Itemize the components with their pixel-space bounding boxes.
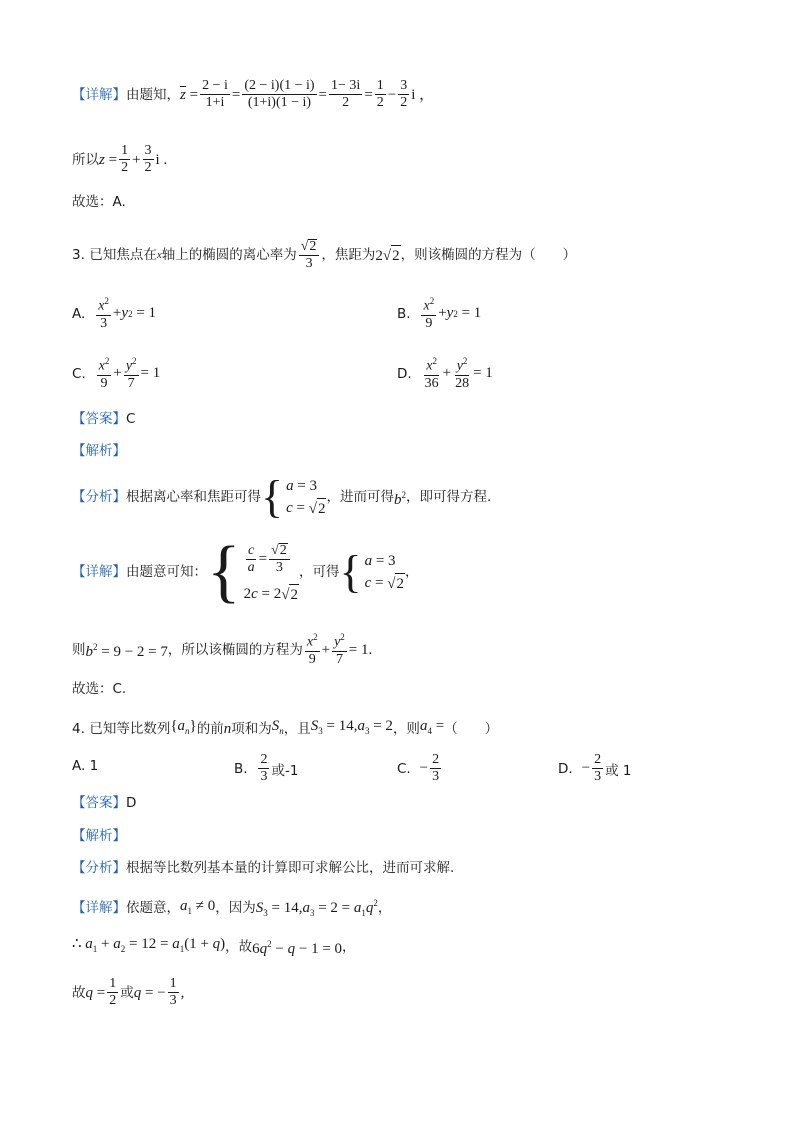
question-text: n [223, 720, 232, 737]
option-formula: $\frac{x^2}{3}$ + y 2 = 1 [98, 296, 157, 331]
question-text: ，且 [283, 720, 311, 737]
fenxi-text: 根据离心率和焦距可得 [126, 489, 261, 505]
detail-text: 依题意， [126, 900, 180, 916]
detail-line-1 [72, 78, 754, 111]
option-label: A. [72, 305, 86, 322]
final-line-q4 [72, 976, 754, 1009]
option-label: B. [234, 760, 248, 777]
option-a [72, 296, 156, 332]
fenxi-text: ，进而可得 [326, 489, 394, 505]
detail-text: ，因为 [215, 900, 256, 916]
option-label: A. 1 [72, 758, 99, 774]
final-text: 或 [120, 984, 134, 1001]
answer-line-q4 [72, 793, 754, 813]
option-label: C. [72, 365, 86, 382]
fenxi-line-q4 [72, 858, 754, 878]
option-label: C. [397, 760, 411, 777]
formula-eccentricity: √ 2 3 [297, 238, 322, 272]
then-line-q3 [72, 632, 754, 668]
option-tail: 或 1 [605, 762, 632, 779]
answer-value: D [126, 795, 137, 811]
detail-tag: 【详解】 [72, 900, 126, 916]
formula-ellipse: $\frac{x^2}{9}$ + $\frac{y^2}{7}$ = 1. [306, 632, 373, 667]
option-formula: − $\frac{2}{3}$ [419, 752, 440, 784]
option-formula: $\frac{2}{3}$ [260, 752, 268, 784]
formula-sn: $S_n$ [271, 718, 284, 736]
conclusion-text: 所以 [72, 151, 99, 168]
detail-tag: 【详解】 [72, 86, 126, 103]
question-number: 4. [72, 720, 85, 737]
question-text: ，则该椭圆的方程为（ ） [400, 247, 577, 263]
formula-a1: $a_1 \ne 0$ [180, 897, 216, 916]
option-d [558, 752, 631, 785]
formula-a4: $a_4$ = [419, 718, 445, 736]
formula-system-2: { $\frac{c}{a}$ = √ 2 3 2 c = 2 √ 2 [207, 533, 298, 610]
answer-tag: 【答案】 [72, 795, 126, 811]
answer-value: C [126, 411, 136, 427]
question-text: （ ） [444, 720, 499, 737]
detail-line-q3: 【详解】 由题意可知： { $\frac{c}{a}$ = √ 2 3 2 c = 2 √ 2 ，可得 { a = 3 c = √ 2 ， [72, 533, 419, 610]
detail-text: 由题意可知： [126, 564, 207, 580]
option-label: B. [397, 305, 411, 322]
question-4-stem [72, 716, 754, 741]
option-formula: $\frac{x^2}{9}$ + $\frac{y^2}{7}$ = 1 [98, 356, 161, 391]
formula-q1: q = $\frac{1}{2}$ [85, 976, 117, 1008]
formula-b2: $b^2 = 9 - 2 = 7$ [85, 642, 168, 661]
question-text: 已知等比数列 [89, 720, 171, 737]
choice-line-1: 故选：A. [72, 194, 126, 210]
therefore-line-q4: ∴ $a_1 + a_2 = 12 = a_1(1 + q)$ ，故 $6q^2 - q - 1 = 0$ ， [72, 936, 356, 957]
formula-given-2: $S_3 = 14,a_3 = 2 = a_1q^2$ [255, 898, 378, 918]
formula-seq: $\{a_n\}$ [170, 718, 197, 736]
then-text: 则 [72, 641, 86, 658]
formula-given: $S_3 = 14,a_3 = 2$ [310, 718, 393, 736]
analysis-tag-q4 [72, 826, 754, 846]
formula-focal: 2√ 2 [375, 245, 400, 266]
conclusion-line [72, 143, 754, 176]
formula-system-3: { a = 3 c = √ 2 [339, 546, 404, 597]
formula-quadratic: $6q^2 - q - 1 = 0$ [252, 939, 343, 957]
final-text: 故 [72, 984, 86, 1001]
detail-text: ，可得 [298, 564, 340, 580]
question-text: x [156, 249, 162, 261]
question-text: 已知焦点在 [89, 247, 157, 263]
fenxi-text: 根据等比数列基本量的计算即可求解公比，进而可求解. [126, 860, 455, 876]
formula-q2: q = − $\frac{1}{3}$ , [133, 976, 185, 1008]
option-c [72, 356, 160, 392]
question-number: 3. [72, 247, 85, 263]
therefore-text: ，故 [225, 938, 253, 955]
option-formula: $\frac{x^2}{36}$ + $\frac{y^2}{28}$ = 1 [424, 356, 493, 391]
fenxi-text: ，即可得方程. [405, 489, 492, 505]
option-a [72, 758, 98, 774]
option-label: D. [558, 760, 573, 777]
answer-line-q3 [72, 409, 754, 429]
option-formula: $\frac{x^2}{9}$ + y 2 = 1 [423, 296, 482, 331]
formula-therefore: ∴ $a_1 + a_2 = 12 = a_1(1 + q)$ [72, 936, 226, 954]
fenxi-tag: 【分析】 [72, 860, 126, 876]
option-tail: 或-1 [271, 762, 299, 779]
question-text: 项和为 [231, 720, 272, 737]
option-label: D. [397, 365, 412, 382]
option-d [397, 356, 493, 392]
question-text: 轴上的椭圆的离心率为 [161, 247, 297, 263]
formula-z: z = $\frac{1}{2}$ + $\frac{3}{2}$ i . [99, 143, 168, 175]
analysis-tag: 【解析】 [72, 828, 126, 844]
option-b [397, 296, 481, 332]
then-text: ，所以该椭圆的方程为 [167, 641, 303, 658]
choice-line-q3: 故选：C. [72, 681, 127, 697]
analysis-tag: 【解析】 [72, 443, 126, 459]
fenxi-tag: 【分析】 [72, 489, 126, 505]
question-text: ，则 [392, 720, 420, 737]
detail-tag: 【详解】 [72, 564, 126, 580]
question-text: 的前 [196, 720, 224, 737]
question-text: ，焦距为 [321, 247, 376, 263]
detail-text: 由题知， [126, 86, 180, 103]
formula-zbar: $\overline{z}$ = $\frac{2 - i}{1+i}$ = $\frac{(2 - i)(1 - i)}{(1+i)(1 - i)}$ = $\frac{1- 3i}{2}$ = $\frac{1}{2}$ − $\frac{3}{2}$ i ， [180, 78, 435, 110]
detail-line-q4: 【详解】 依题意， $a_1 \ne 0$ ，因为 $S_3 = 14,a_3 = 2 = a_1q^2$ ， [72, 893, 754, 923]
analysis-tag-q3 [72, 441, 754, 461]
fenxi-line-q3: 【分析】 根据离心率和焦距可得 { a = 3 c = √ 2 ，进而可得 $b^2$ ，即可得方程. [72, 471, 492, 522]
formula-system-1: { a = 3 c = √ 2 [261, 471, 326, 522]
option-c [397, 752, 443, 785]
question-3-stem [72, 238, 754, 272]
option-formula: − $\frac{2}{3}$ [581, 752, 602, 784]
answer-tag: 【答案】 [72, 411, 126, 427]
option-b [234, 752, 298, 785]
